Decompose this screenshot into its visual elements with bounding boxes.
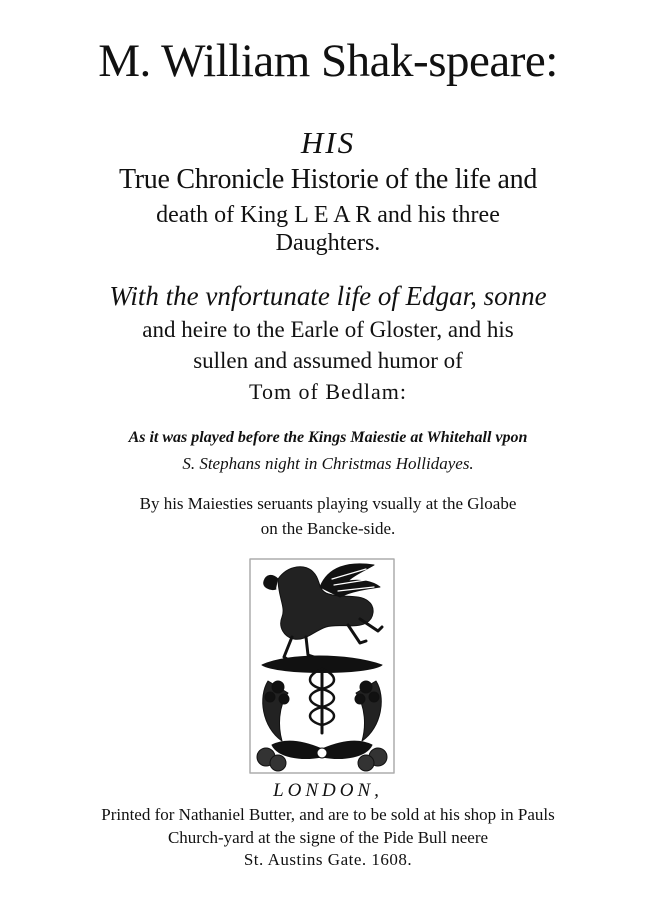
imprint-line-1: Printed for Nathaniel Butter, and are to be sold at his shop in Pauls xyxy=(101,805,555,824)
imprint-line-3: St. Austins Gate. 1608. xyxy=(243,850,413,869)
tom-of-bedlam-line: Tom of Bedlam: xyxy=(249,379,407,404)
imprint-line-2: Church-yard at the signe of the Pide Bull neere xyxy=(167,828,489,847)
edgar-line-3: sullen and assumed humor of xyxy=(193,348,463,373)
edgar-line-1: With the vnfortunate life of Edgar, sonne xyxy=(109,281,547,311)
chronicle-line-2: death of King L E A R and his three xyxy=(156,202,500,228)
chronicle-line-1: True Chronicle Historie of the life and xyxy=(118,164,538,195)
servants-line-2: on the Bancke-side. xyxy=(260,519,396,538)
imprint-city: LONDON, xyxy=(273,780,383,801)
performance-line-2: S. Stephans night in Christmas Hollidayes. xyxy=(182,454,474,473)
his-heading: HIS xyxy=(300,125,356,160)
servants-line-1: By his Maiesties seruants playing vsually at the Gloabe xyxy=(139,494,517,513)
chronicle-line-3: Daughters. xyxy=(275,230,381,256)
author-title: M. William Shak-speare: xyxy=(98,35,558,87)
performance-line-1: As it was played before the Kings Maiestie at Whitehall vpon xyxy=(128,429,528,446)
pegasus-printers-device-icon xyxy=(248,557,396,775)
edgar-line-2: and heire to the Earle of Gloster, and his xyxy=(142,317,514,342)
